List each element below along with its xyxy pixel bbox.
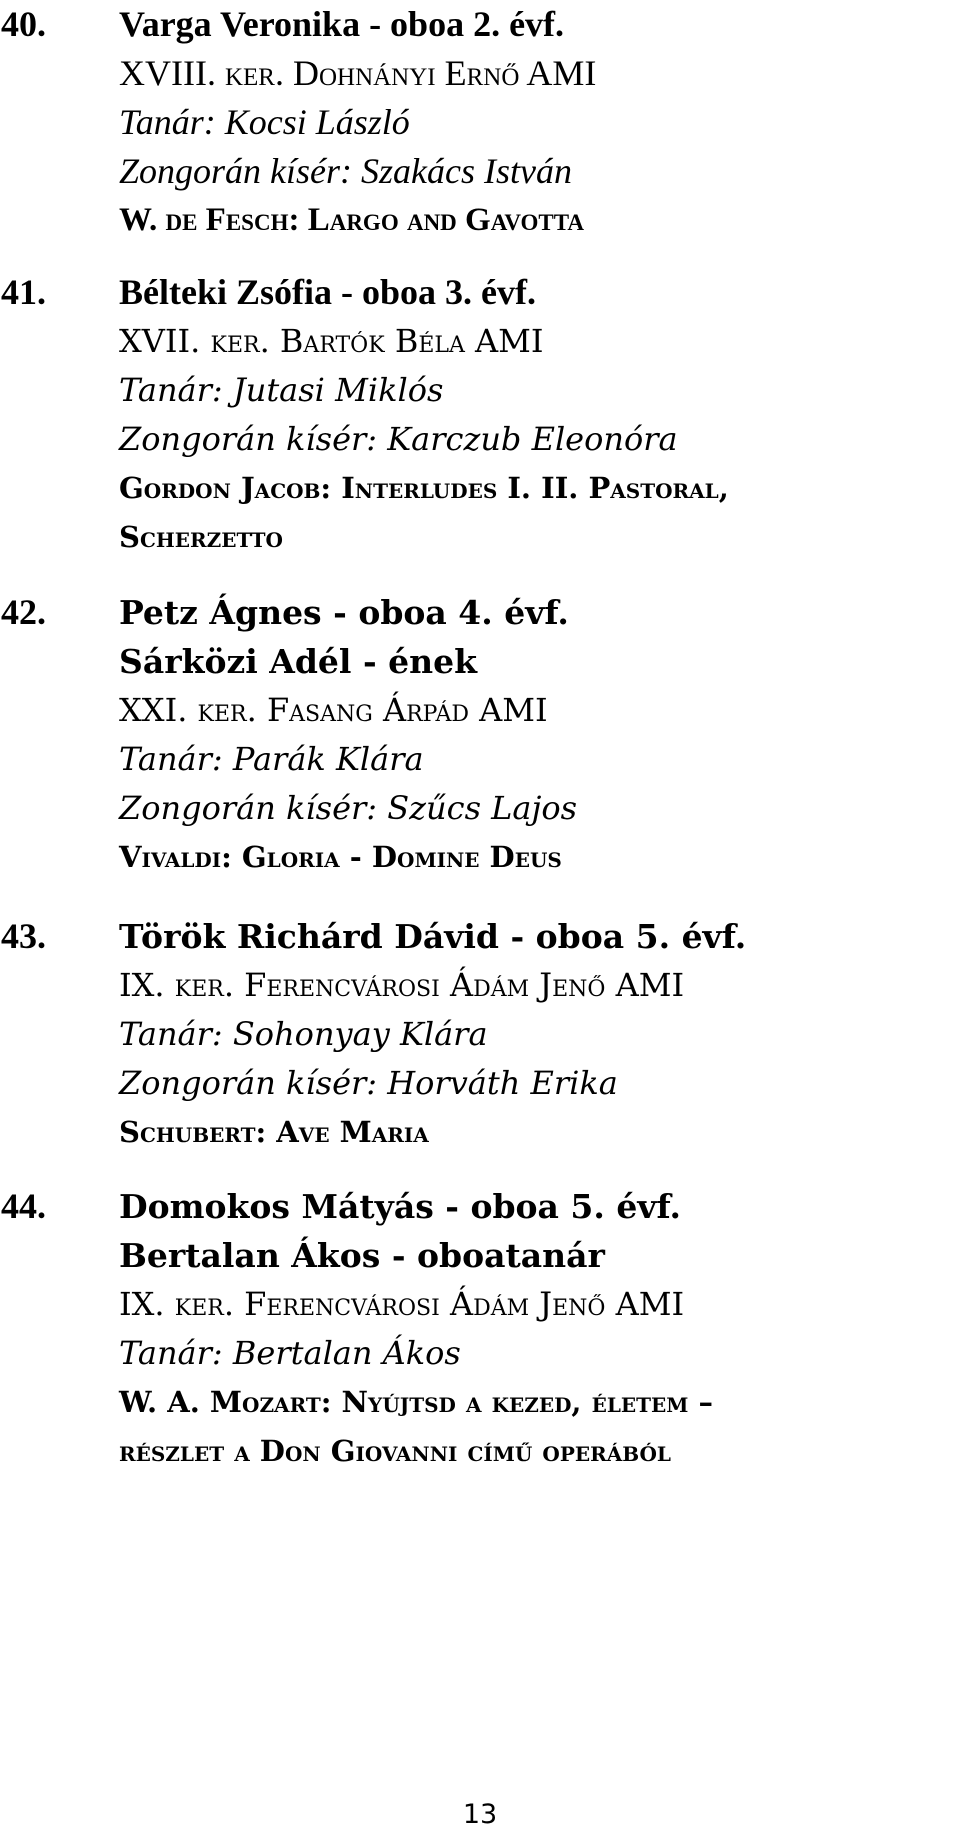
school-name: XXI. ker. Fasang Árpád AMI: [119, 691, 548, 729]
teacher-name: Tanár: Kocsi László: [119, 102, 410, 142]
entry-number: 41.: [1, 272, 46, 312]
school-name: IX. ker. Ferencvárosi Ádám Jenő AMI: [119, 1285, 685, 1323]
school-name: IX. ker. Ferencvárosi Ádám Jenő AMI: [119, 966, 685, 1004]
teacher-name: Tanár: Parák Klára: [119, 740, 424, 778]
performer-name: Török Richárd Dávid - oboa 5. évf.: [119, 917, 747, 956]
entry-number: 44.: [1, 1186, 46, 1226]
entry-number: 43.: [1, 916, 46, 956]
performer-name: Petz Ágnes - oboa 4. évf.: [119, 593, 569, 632]
accompanist-name: Zongorán kísér: Horváth Erika: [119, 1064, 618, 1102]
performer-name: Varga Veronika - oboa 2. évf.: [119, 4, 565, 44]
performer-name-2: Bertalan Ákos - oboatanár: [119, 1236, 605, 1275]
piece-title-continued: Scherzetto: [119, 520, 283, 554]
entry-number: 40.: [1, 4, 46, 44]
teacher-name: Tanár: Sohonyay Klára: [119, 1015, 488, 1053]
school-name: XVII. ker. Bartók Béla AMI: [119, 322, 544, 360]
teacher-name: Tanár: Bertalan Ákos: [119, 1334, 461, 1372]
performer-name-2: Sárközi Adél - ének: [119, 642, 477, 681]
piece-title: Vivaldi: Gloria - Domine Deus: [119, 840, 562, 874]
piece-title: Gordon Jacob: Interludes I. II. Pastoral,: [119, 471, 729, 505]
piece-title-continued: részlet a Don Giovanni című operából: [119, 1434, 671, 1468]
page-number: 13: [462, 1799, 498, 1830]
accompanist-name: Zongorán kísér: Szakács István: [119, 151, 572, 191]
piece-title: W. de Fesch: Largo and Gavotta: [119, 202, 584, 238]
performer-name: Bélteki Zsófia - oboa 3. évf.: [119, 272, 536, 312]
piece-title: Schubert: Ave Maria: [119, 1115, 429, 1149]
accompanist-name: Zongorán kísér: Karczub Eleonóra: [119, 420, 678, 458]
school-name: XVIII. ker. Dohnányi Ernő AMI: [119, 53, 597, 93]
accompanist-name: Zongorán kísér: Szűcs Lajos: [119, 789, 578, 827]
piece-title: W. A. Mozart: Nyújtsd a kezed, életem –: [119, 1385, 714, 1419]
teacher-name: Tanár: Jutasi Miklós: [119, 371, 444, 409]
entry-number: 42.: [1, 592, 46, 632]
performer-name: Domokos Mátyás - oboa 5. évf.: [119, 1187, 682, 1226]
